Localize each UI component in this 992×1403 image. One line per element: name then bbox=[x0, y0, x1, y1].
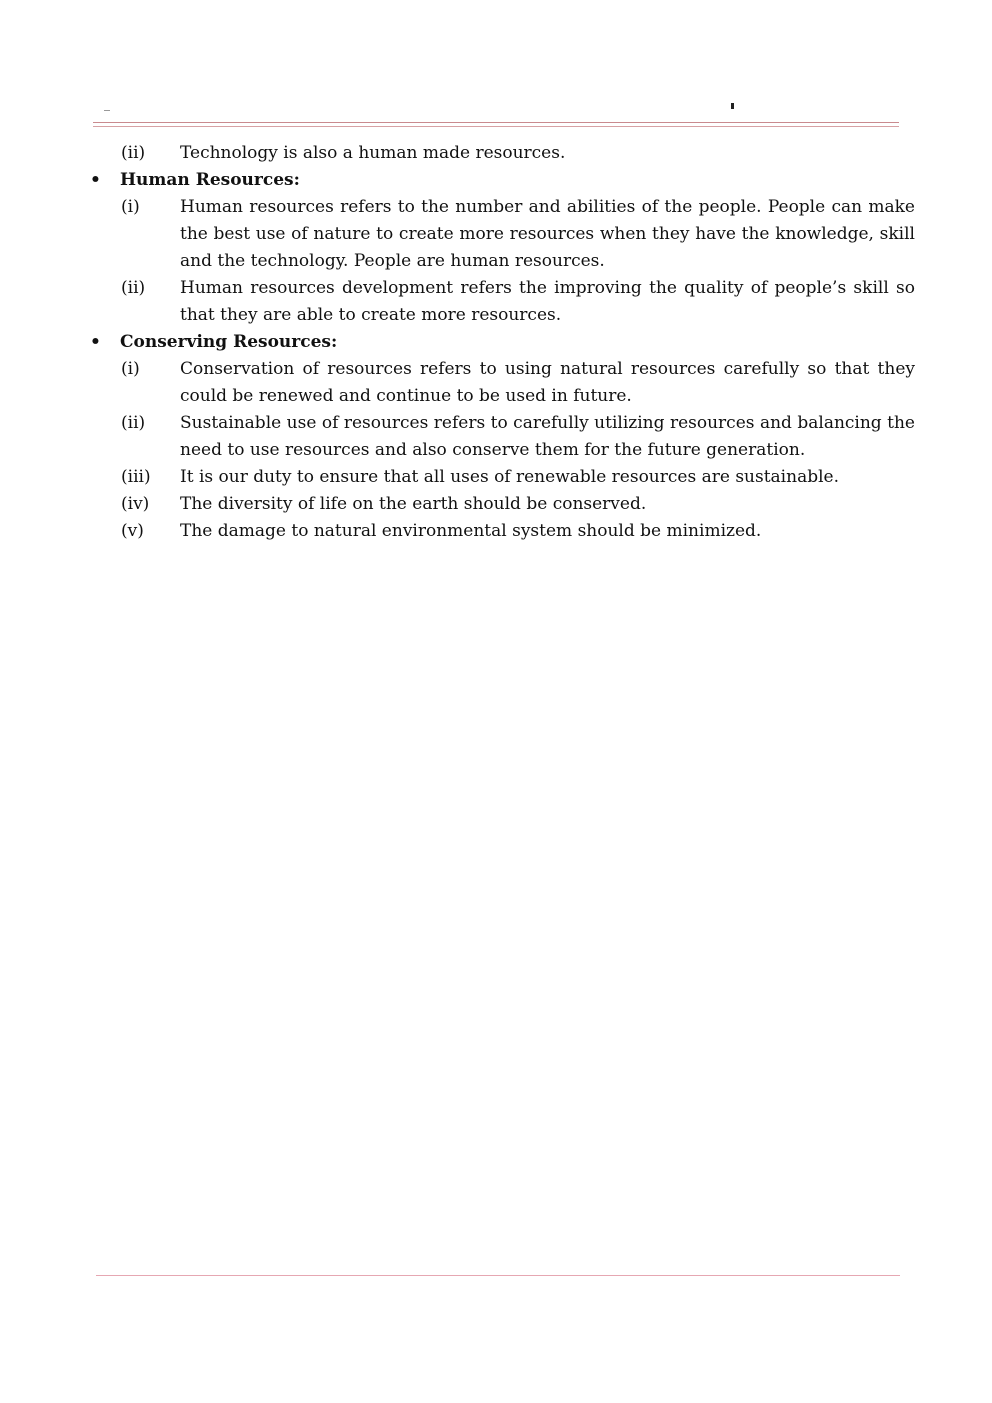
bullet-icon: • bbox=[90, 332, 101, 352]
item-text: Sustainable use of resources refers to carefully utilizing resources and balancing the need to use resources and also conserve them for the future generation. bbox=[180, 413, 915, 460]
item-number: (ii) bbox=[121, 413, 146, 433]
list-item bbox=[0, 275, 992, 329]
item-text: It is our duty to ensure that all uses of renewable resources are sustainable. bbox=[180, 467, 839, 487]
item-number: (ii) bbox=[121, 143, 146, 163]
header-mark bbox=[731, 103, 734, 109]
item-number: (iii) bbox=[121, 467, 151, 487]
list-item bbox=[0, 491, 992, 518]
item-text: Human resources refers to the number and abilities of the people. People can make the best use of nature to create more resources when they have the knowledge, skill and the technology. People are human resources. bbox=[180, 197, 915, 271]
section-title: Conserving Resources: bbox=[120, 332, 338, 352]
section-heading-human-resources bbox=[0, 167, 992, 194]
item-number: (iv) bbox=[121, 494, 150, 514]
item-text: Conservation of resources refers to using natural resources carefully so that they could be renewed and continue to be used in future. bbox=[180, 359, 915, 406]
item-text: Technology is also a human made resources. bbox=[180, 143, 566, 163]
item-number: (ii) bbox=[121, 278, 146, 298]
item-number: (i) bbox=[121, 197, 140, 217]
section-heading-conserving-resources bbox=[0, 329, 992, 356]
item-number: (i) bbox=[121, 359, 140, 379]
item-text: Human resources development refers the improving the quality of people’s skill so that they are able to create more resources. bbox=[180, 278, 915, 325]
header-rule bbox=[93, 122, 899, 123]
list-item bbox=[0, 194, 992, 275]
header-rule-secondary bbox=[93, 126, 899, 127]
list-item bbox=[0, 410, 992, 464]
list-item bbox=[0, 518, 992, 545]
list-item bbox=[0, 140, 992, 167]
footer-rule bbox=[96, 1275, 900, 1276]
header-mark-left bbox=[104, 110, 110, 111]
item-text: The diversity of life on the earth should be conserved. bbox=[180, 494, 647, 514]
document-body bbox=[0, 140, 992, 545]
list-item bbox=[0, 464, 992, 491]
list-item bbox=[0, 356, 992, 410]
item-text: The damage to natural environmental system should be minimized. bbox=[180, 521, 762, 541]
bullet-icon: • bbox=[90, 170, 101, 190]
item-number: (v) bbox=[121, 521, 144, 541]
section-title: Human Resources: bbox=[120, 170, 300, 190]
